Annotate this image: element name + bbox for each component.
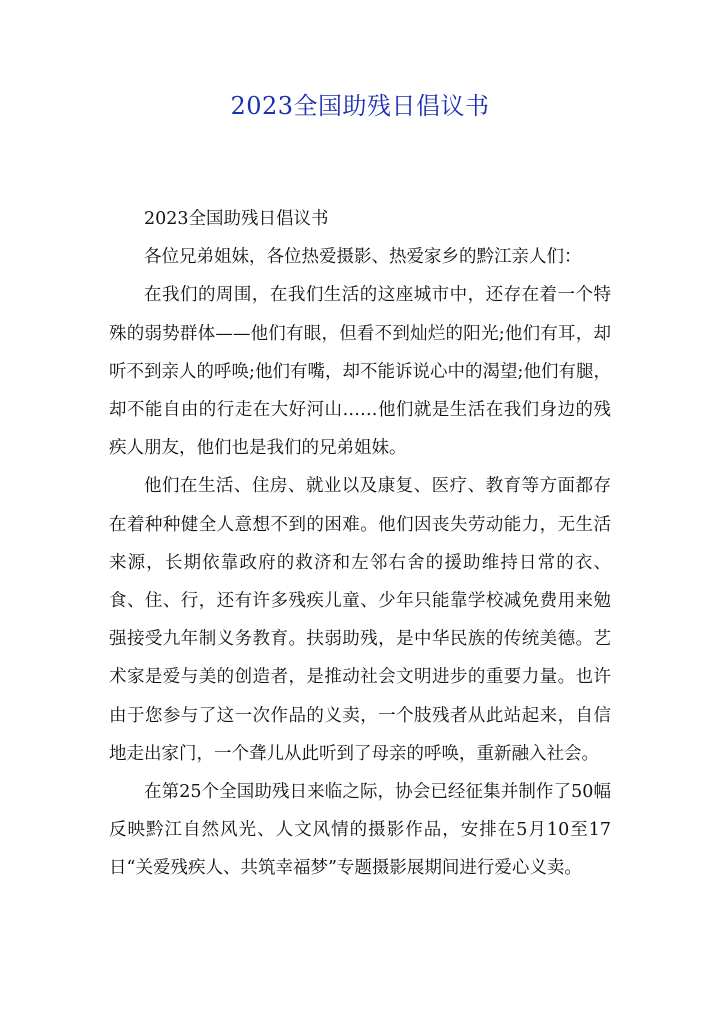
paragraph-subtitle: 2023全国助残日倡议书 — [144, 209, 329, 229]
paragraph-2: 他们在生活、住房、就业以及康复、医疗、教育等方面都存在着种种健全人意想不到的困难。他们因丧失劳动能力，无生活来源，长期依靠政府的救济和左邻右舍的援助维持日常的衣、食、住、行，还有许多残疾儿童、少年只能靠学校减免费用来勉强接受九年制义务教育。扶弱助残，是中华民族的传统美德。艺术家是爱与美的创造者，是推动社会文明进步的重要力量。也许由于您参与了这一次作品的义卖，一个肢残者从此站起来，自信地走出家门，一个聋儿从此听到了母亲的呼唤，重新融入社会。 — [109, 476, 611, 764]
paragraph-1: 在我们的周围，在我们生活的这座城市中，还存在着一个特殊的弱势群体——他们有眼，但看不到灿烂的阳光;他们有耳，却听不到亲人的呼唤;他们有嘴，却不能诉说心中的渴望;他们有腿，却不能自由的行走在大好河山……他们就是生活在我们身边的残疾人朋友，他们也是我们的兄弟姐妹。 — [109, 285, 611, 459]
document-body — [109, 200, 611, 888]
paragraph-salutation: 各位兄弟姐妹，各位热爱摄影、热爱家乡的黔江亲人们： — [144, 247, 582, 268]
document-title: 2023全国助残日倡议书 — [230, 92, 490, 120]
paragraph-3: 在第25个全国助残日来临之际，协会已经征集并制作了50幅反映黔江自然风光、人文风情的摄影作品，安排在5月10至17日“关爱残疾人、共筑幸福梦”专题摄影展期间进行爱心义卖。 — [109, 782, 611, 879]
